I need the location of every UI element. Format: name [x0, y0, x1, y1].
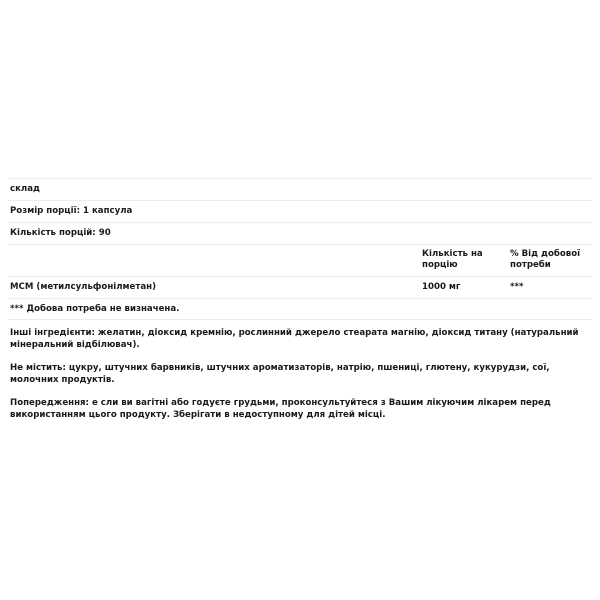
column-header-amount: Кількість на порцію	[422, 249, 483, 270]
serving-size-row	[8, 201, 592, 223]
footnote-row	[8, 299, 592, 320]
facts-title-row	[8, 179, 592, 201]
footnote: *** Добова потреба не визначена.	[10, 304, 180, 314]
other-ingredients-text: Інші інгредієнти: желатин, діоксид кремнію, рослинний джерело стеарата магнію, діоксид титану (натуральний мінеральний відбілювач).	[10, 328, 579, 350]
table-row	[8, 277, 592, 299]
does-not-contain-text: Не містить: цукру, штучних барвників, штучних ароматизаторів, натрію, пшениці, глютену, кукурудзи, сої, молочних продуктів.	[10, 363, 550, 385]
warning-text: Попередження: е сли ви вагітні або годуєте грудьми, проконсультуйтеся з Вашим лікуючим лікарем перед використанням цього продукту. Зберігати в недоступному для дітей місці.	[10, 398, 551, 420]
supplement-facts-table	[8, 178, 592, 320]
column-header-daily-value: % Від добової потреби	[510, 249, 581, 270]
servings-per-container: Кількість порцій: 90	[10, 228, 111, 238]
ingredient-name: МСМ (метилсульфонілметан)	[10, 282, 157, 292]
serving-size: Розмір порції: 1 капсула	[10, 206, 133, 216]
ingredient-daily-value: ***	[510, 282, 524, 292]
table-header-row	[8, 245, 592, 277]
ingredient-amount: 1000 мг	[422, 282, 461, 292]
facts-title: склад	[10, 184, 40, 194]
servings-per-container-row	[8, 223, 592, 245]
